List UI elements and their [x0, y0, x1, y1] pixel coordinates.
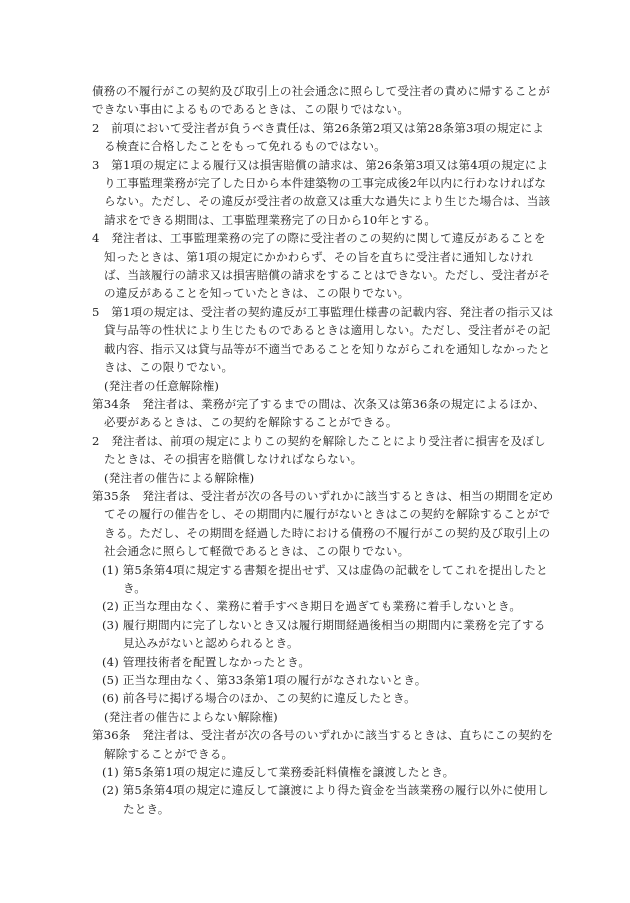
article-35-item-5: (5) 正当な理由なく、第33条第1項の履行がなされないとき。 [102, 673, 427, 687]
article-36-1: 第36条 発注者は、受注者が次の各号のいずれかに該当するときは、直ちにこの契約を解除することができる。 [92, 728, 554, 761]
article-35-item-6: (6) 前各号に掲げる場合のほか、この契約に違反したとき。 [102, 691, 416, 706]
clause-33-4: 4 発注者は、工事監理業務の完了の際に受注者のこの契約に関して違反があることを知ったときは、第1項の規定にかかわらず、その旨を直ちに受注者に通知しなければ、当該履行の請求又は損害賠償の請求をすることはできない。ただし、受注者がその違反があることを知っていたときは、この限りでない。 [92, 231, 551, 301]
article-35-item-2: (2) 正当な理由なく、業務に着手すべき期日を過ぎても業務に着手しないとき。 [102, 599, 522, 614]
clause-33-2: 2 前項において受注者が負うべき責任は、第26条第2項又は第28条第3項の規定による検査に合格したことをもって免れるものではない。 [92, 120, 544, 154]
paragraph-continuation: 債務の不履行がこの契約及び取引上の社会通念に照らして受注者の責めに帰することができない事由によるものであるときは、この限りではない。 [92, 84, 551, 117]
article-35-caption: (発注者の催告による解除権) [104, 470, 255, 485]
article-35-item-1: (1) 第5条第4項に規定する書類を提出せず、又は虚偽の記載をしてこれを提出したとき。 [102, 562, 548, 595]
article-35-item-4: (4) 管理技術者を配置しなかったとき。 [102, 654, 311, 669]
article-36-caption: (発注者の催告によらない解除権) [104, 709, 278, 724]
clause-33-3: 3 第1項の規定による履行又は損害賠償の請求は、第26条第3項又は第4項の規定により工事監理業務が完了した日から本件建築物の工事完成後2年以内に行わなければならない。ただし、その違反が受注者の故意又は重大な過失により生じた場合は、当該請求をできる期間は、工事監理業務完了の日から10年とする。 [92, 157, 551, 227]
article-35-1: 第35条 発注者は、受注者が次の各号のいずれかに該当するときは、相当の期間を定めてその履行の催告をし、その期間内に履行がないときはこの契約を解除することができる。ただし、その期間を経過した時における債務の不履行がこの契約及び取引上の社会通念に照らして軽微であるときは、この限りでない。 [92, 488, 554, 559]
article-36-item-2: (2) 第5条第4項の規定に違反して譲渡により得た資金を当該業務の履行以外に使用したとき。 [102, 783, 549, 816]
article-34-2: 2 発注者は、前項の規定によりこの契約を解除したことにより受注者に損害を及ぼしたときは、その損害を賠償しなければならない。 [92, 433, 546, 467]
document-body [92, 82, 554, 818]
article-34-1: 第34条 発注者は、業務が完了するまでの間は、次条又は第36条の規定によるほか、必要があるときは、この契約を解除することができる。 [92, 396, 545, 430]
clause-33-5: 5 第1項の規定は、受注者の契約違反が工事監理仕様書の記載内容、発注者の指示又は貸与品等の性状により生じたものであるときは適用しない。ただし、受注者がその記載内容、指示又は貸与品等が不適当であることを知りながらこれを通知しなかったときは、この限りでない。 [92, 304, 554, 375]
article-34-caption: (発注者の任意解除権) [104, 378, 220, 393]
article-35-item-3: (3) 履行期間内に完了しないとき又は履行期間経過後相当の期間内に業務を完了する見込みがないと認められるとき。 [102, 617, 546, 651]
article-36-item-1: (1) 第5条第1項の規定に違反して業務委託料債権を譲渡したとき。 [102, 765, 455, 780]
